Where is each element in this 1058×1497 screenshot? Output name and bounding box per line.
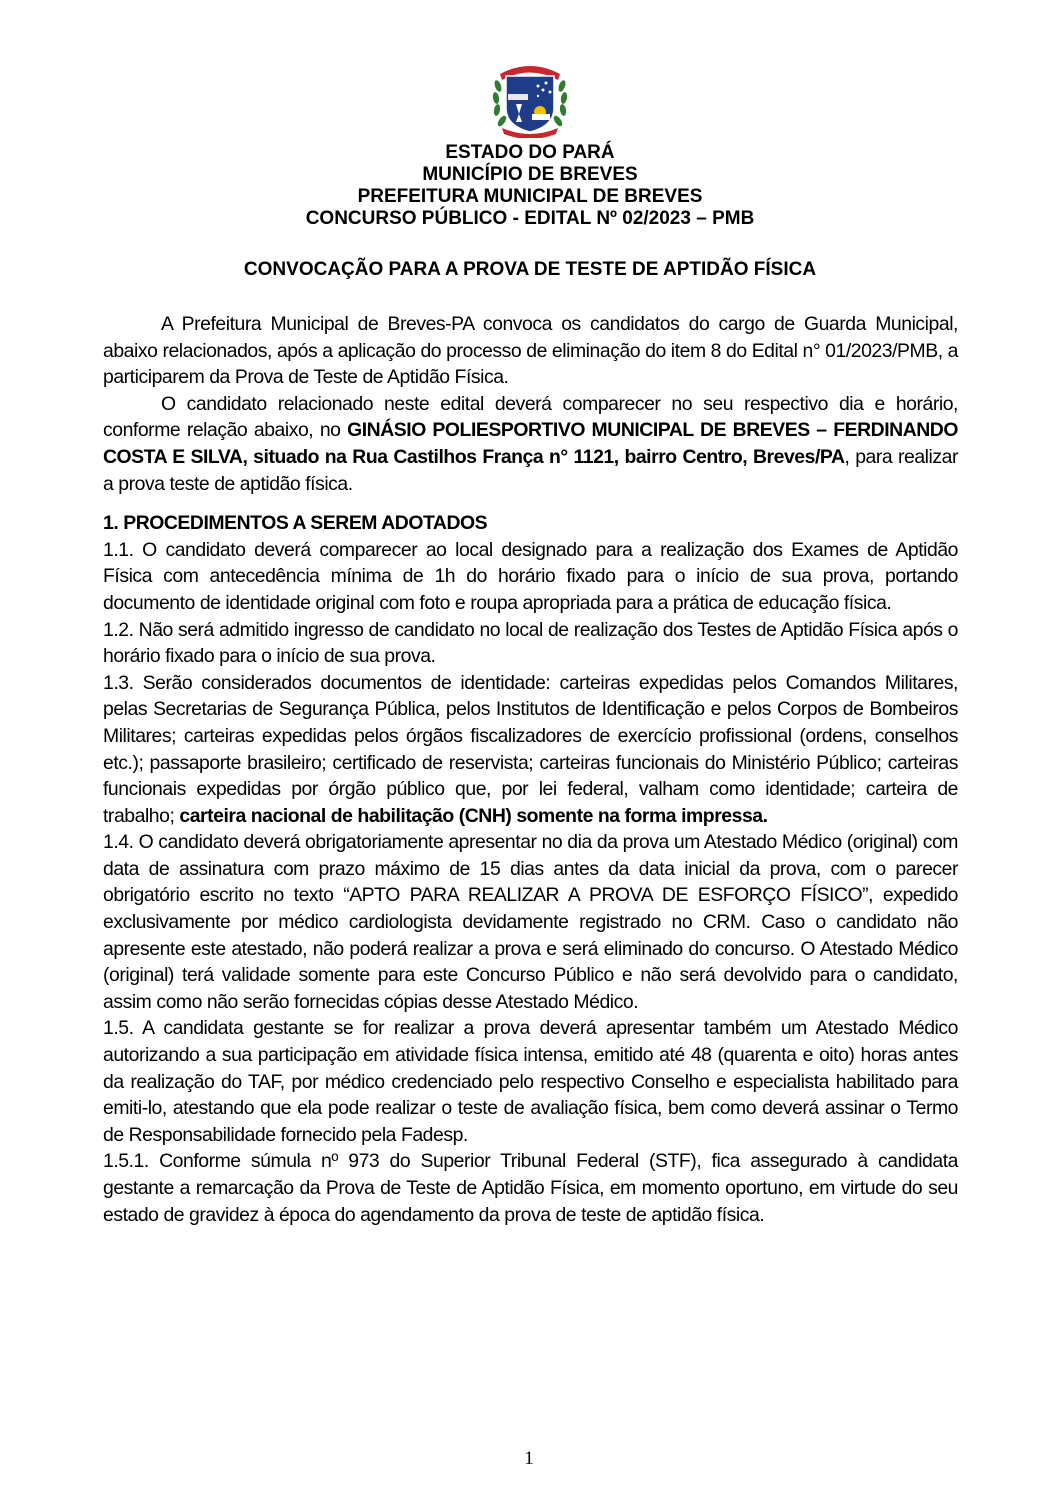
header-city-hall: PREFEITURA MUNICIPAL DE BREVES <box>357 186 703 207</box>
page-number: 1 <box>524 1448 534 1469</box>
item-1-3-text: 1.3. Serão considerados documentos de identidade: carteiras expedidas pelos Comandos Militares, pelas Secretarias de Segurança Pública, pelos Institutos de Identificação e pelos Corpos de Bombeiros Militares; carteiras expedidas pelos órgãos fiscalizadores de exercício profissional (ordens, conselhos etc.); passaporte brasileiro; certificado de reservista; carteiras funcionais do Ministério Público; carteiras funcionais expedidas por órgão público que, por lei federal, valham como identidade; carteira de trabalho; <box>103 671 958 827</box>
municipal-coat-of-arms-icon <box>488 56 572 138</box>
section-1-title: 1. PROCEDIMENTOS A SEREM ADOTADOS <box>103 512 488 535</box>
header-notice-number: CONCURSO PÚBLICO - EDITAL Nº 02/2023 – PMB <box>305 208 755 229</box>
intro-paragraph-2-start: O candidato relacionado neste edital deverá comparecer no seu respectivo dia e horário, conforme relação abaixo, no <box>103 392 958 442</box>
intro-paragraph-2-end: , para realizar a prova teste de aptidão física. <box>103 445 958 495</box>
item-1-1: 1.1. O candidato deverá comparecer ao local designado para a realização dos Exames de Aptidão Física com antecedência mínima de 1h do horário fixado para o início de sua prova, portando documento de identidade original com foto e roupa apropriada para a prática de educação física. <box>103 538 958 614</box>
shield <box>506 76 554 132</box>
intro-paragraph-1: A Prefeitura Municipal de Breves-PA convoca os candidatos do cargo de Guarda Municipal, abaixo relacionados, após a aplicação do processo de eliminação do item 8 do Edital n° 01/2023/PMB, a participarem da Prova de Teste de Aptidão Física. <box>103 313 958 389</box>
item-1-3-bold-text: carteira nacional de habilitação (CNH) somente na forma impressa. <box>179 804 768 827</box>
item-1-4: 1.4. O candidato deverá obrigatoriamente apresentar no dia da prova um Atestado Médico (original) com data de assinatura com prazo máximo de 15 dias antes da data inicial da prova, com o parecer obrigatório escrito no texto “APTO PARA REALIZAR A PROVA DE ESFORÇO FÍSICO”, expedido exclusivamente por médico cardiologista devidamente registrado no CRM. Caso o candidato não apresente este atestado, não poderá realizar a prova e será eliminado do concurso. O Atestado Médico (original) terá validade somente para este Concurso Público e não será devolvido para o candidato, assim como não serão fornecidas cópias desse Atestado Médico. <box>103 831 958 1013</box>
header-municipality: MUNICÍPIO DE BREVES <box>422 164 638 185</box>
item-1-2: 1.2. Não será admitido ingresso de candidato no local de realização dos Testes de Aptidão Física após o horário fixado para o início de sua prova. <box>103 618 958 668</box>
intro-paragraph-2 <box>103 391 958 497</box>
header-state: ESTADO DO PARÁ <box>445 142 615 163</box>
document-title: CONVOCAÇÃO PARA A PROVA DE TESTE DE APTIDÃO FÍSICA <box>243 259 817 280</box>
document-body <box>103 311 958 1228</box>
item-1-3 <box>103 670 958 830</box>
item-1-5: 1.5. A candidata gestante se for realizar a prova deverá apresentar também um Atestado Médico autorizando a sua participação em atividade física intensa, emitido até 48 (quarenta e oito) horas antes da realização do TAF, por médico credenciado pelo respectivo Conselho e especialista habilitado para emiti-lo, atestando que ela pode realizar o teste de avaliação física, bem como deverá assinar o Termo de Responsabilidade fornecido pela Fadesp. <box>103 1017 958 1146</box>
venue-address: GINÁSIO POLIESPORTIVO MUNICIPAL DE BREVES – FERDINANDO COSTA E SILVA, situado na Rua Castilhos França n° 1121, bairro Centro, Breves/PA <box>103 419 958 468</box>
item-1-5-1: 1.5.1. Conforme súmula nº 973 do Superior Tribunal Federal (STF), fica assegurado à candidata gestante a remarcação da Prova de Teste de Aptidão Física, em momento oportuno, em virtude do seu estado de gravidez à época do agendamento da prova de teste de aptidão física. <box>103 1150 958 1226</box>
